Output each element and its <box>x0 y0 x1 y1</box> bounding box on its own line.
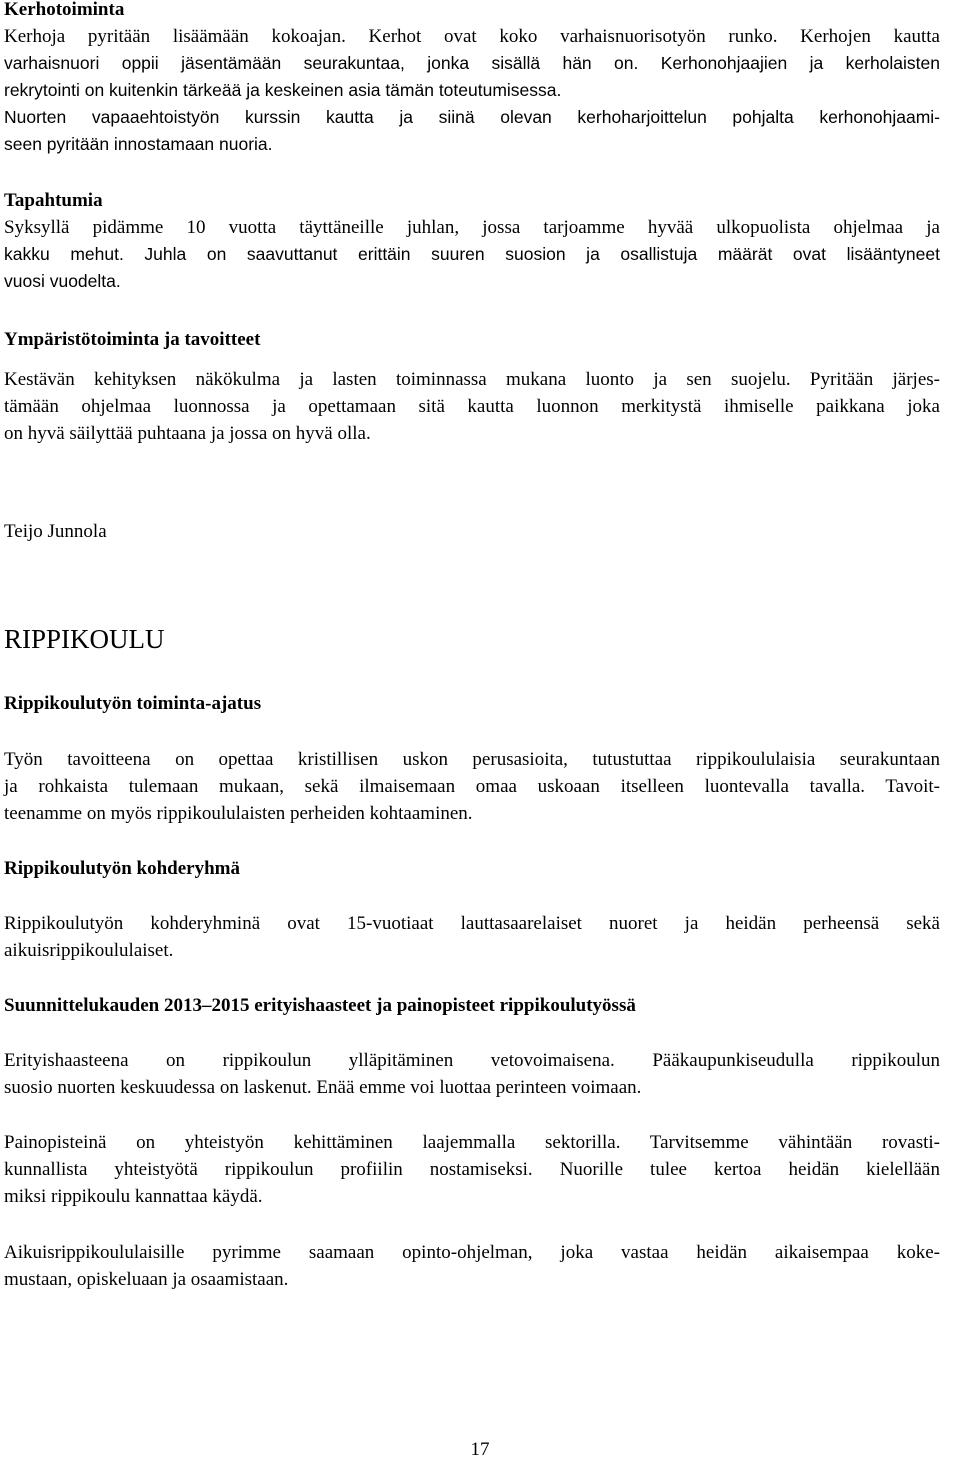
ymparisto-section <box>4 326 940 353</box>
paragraph-line: aikuisrippikoululaiset. <box>4 940 174 961</box>
page-number: 17 <box>470 1439 490 1460</box>
paragraph-line: Nuorten vapaaehtoistyön kurssin kautta ja siinä olevan kerhoharjoittelun pohjalta kerhonohjaami- <box>4 107 940 127</box>
paragraph-line: Kerhoja pyritään lisäämään kokoajan. Kerhot ovat koko varhaisnuorisotyön runko. Kerhojen kautta <box>4 26 940 47</box>
toiminta-paragraph <box>4 746 940 827</box>
author-name: Teijo Junnola <box>4 521 107 542</box>
author-signature <box>4 518 940 545</box>
toiminta-heading: Rippikoulutyön toiminta-ajatus <box>4 693 262 714</box>
kerhotoiminta-heading: Kerhotoiminta <box>4 0 125 20</box>
paragraph-line: Työn tavoitteena on opettaa kristillisen uskon perusasioita, tutustuttaa rippikoululaisia seurakuntaan <box>4 749 940 770</box>
paragraph-line: vuosi vuodelta. <box>4 271 121 291</box>
paragraph-line: suosio nuorten keskuudessa on laskenut. Enää emme voi luottaa perinteen voimaan. <box>4 1077 642 1098</box>
rippikoulu-title-block <box>4 623 940 655</box>
rippikoulu-title: RIPPIKOULU <box>4 624 165 654</box>
tapahtumia-heading: Tapahtumia <box>4 190 103 211</box>
paragraph-line: varhaisnuori oppii jäsentämään seurakuntaa, jonka sisällä hän on. Kerhonohjaajien ja kerholaisten <box>4 53 940 73</box>
toiminta-heading-block <box>4 690 940 717</box>
paragraph-line: tämään ohjelmaa luonnossa ja opettamaan sitä kautta luonnon merkitystä ihmiselle paikkana joka <box>4 396 940 417</box>
tapahtumia-section <box>4 187 940 295</box>
paragraph-line: mustaan, opiskeluaan ja osaamistaan. <box>4 1269 289 1290</box>
erityishaaste-paragraph <box>4 1047 940 1101</box>
paragraph-line: Syksyllä pidämme 10 vuotta täyttäneille juhlan, jossa tarjoamme hyvää ulkopuolista ohjelmaa ja <box>4 217 940 238</box>
paragraph-line: kunnallista yhteistyötä rippikoulun profiilin nostamiseksi. Nuorille tulee kertoa heidän kielellään <box>4 1159 940 1180</box>
kohderyhma-heading-block <box>4 855 940 882</box>
paragraph-line: rekrytointi on kuitenkin tärkeää ja keskeinen asia tämän toteutumisessa. <box>4 80 562 100</box>
suunnittelu-heading-block <box>4 992 940 1019</box>
paragraph-line: Painopisteinä on yhteistyön kehittäminen laajemmalla sektorilla. Tarvitsemme vähintään rovasti- <box>4 1132 940 1153</box>
kerhotoiminta-section <box>4 0 940 158</box>
ymparisto-heading: Ympäristötoiminta ja tavoitteet <box>4 329 261 350</box>
paragraph-line: Rippikoulutyön kohderyhminä ovat 15-vuotiaat lauttasaarelaiset nuoret ja heidän perheensä sekä <box>4 913 940 934</box>
kohderyhma-paragraph <box>4 910 940 964</box>
aikuis-paragraph <box>4 1239 940 1293</box>
paragraph-line: Kestävän kehityksen näkökulma ja lasten toiminnassa mukana luonto ja sen suojelu. Pyritään järjes- <box>4 369 940 390</box>
paragraph-line: kakku mehut. Juhla on saavuttanut erittäin suuren suosion ja osallistuja määrät ovat lisääntyneet <box>4 244 940 264</box>
ymparisto-paragraph <box>4 366 940 447</box>
paragraph-line: Erityishaasteena on rippikoulun ylläpitäminen vetovoimaisena. Pääkaupunkiseudulla rippikoulun <box>4 1050 940 1071</box>
paragraph-line: on hyvä säilyttää puhtaana ja jossa on hyvä olla. <box>4 423 371 444</box>
suunnittelu-heading: Suunnittelukauden 2013–2015 erityishaasteet ja painopisteet rippikoulutyössä <box>4 995 636 1016</box>
paragraph-line: seen pyritään innostamaan nuoria. <box>4 134 273 154</box>
kohderyhma-heading: Rippikoulutyön kohderyhmä <box>4 858 240 879</box>
painopiste-paragraph <box>4 1129 940 1210</box>
paragraph-line: ja rohkaista tulemaan mukaan, sekä ilmaisemaan omaa uskoaan itselleen luontevalla tavalla. Tavoit- <box>4 776 940 797</box>
paragraph-line: miksi rippikoulu kannattaa käydä. <box>4 1186 263 1207</box>
paragraph-line: teenamme on myös rippikoululaisten perheiden kohtaaminen. <box>4 803 473 824</box>
paragraph-line: Aikuisrippikoululaisille pyrimme saamaan opinto-ohjelman, joka vastaa heidän aikaisempaa koke- <box>4 1242 940 1263</box>
